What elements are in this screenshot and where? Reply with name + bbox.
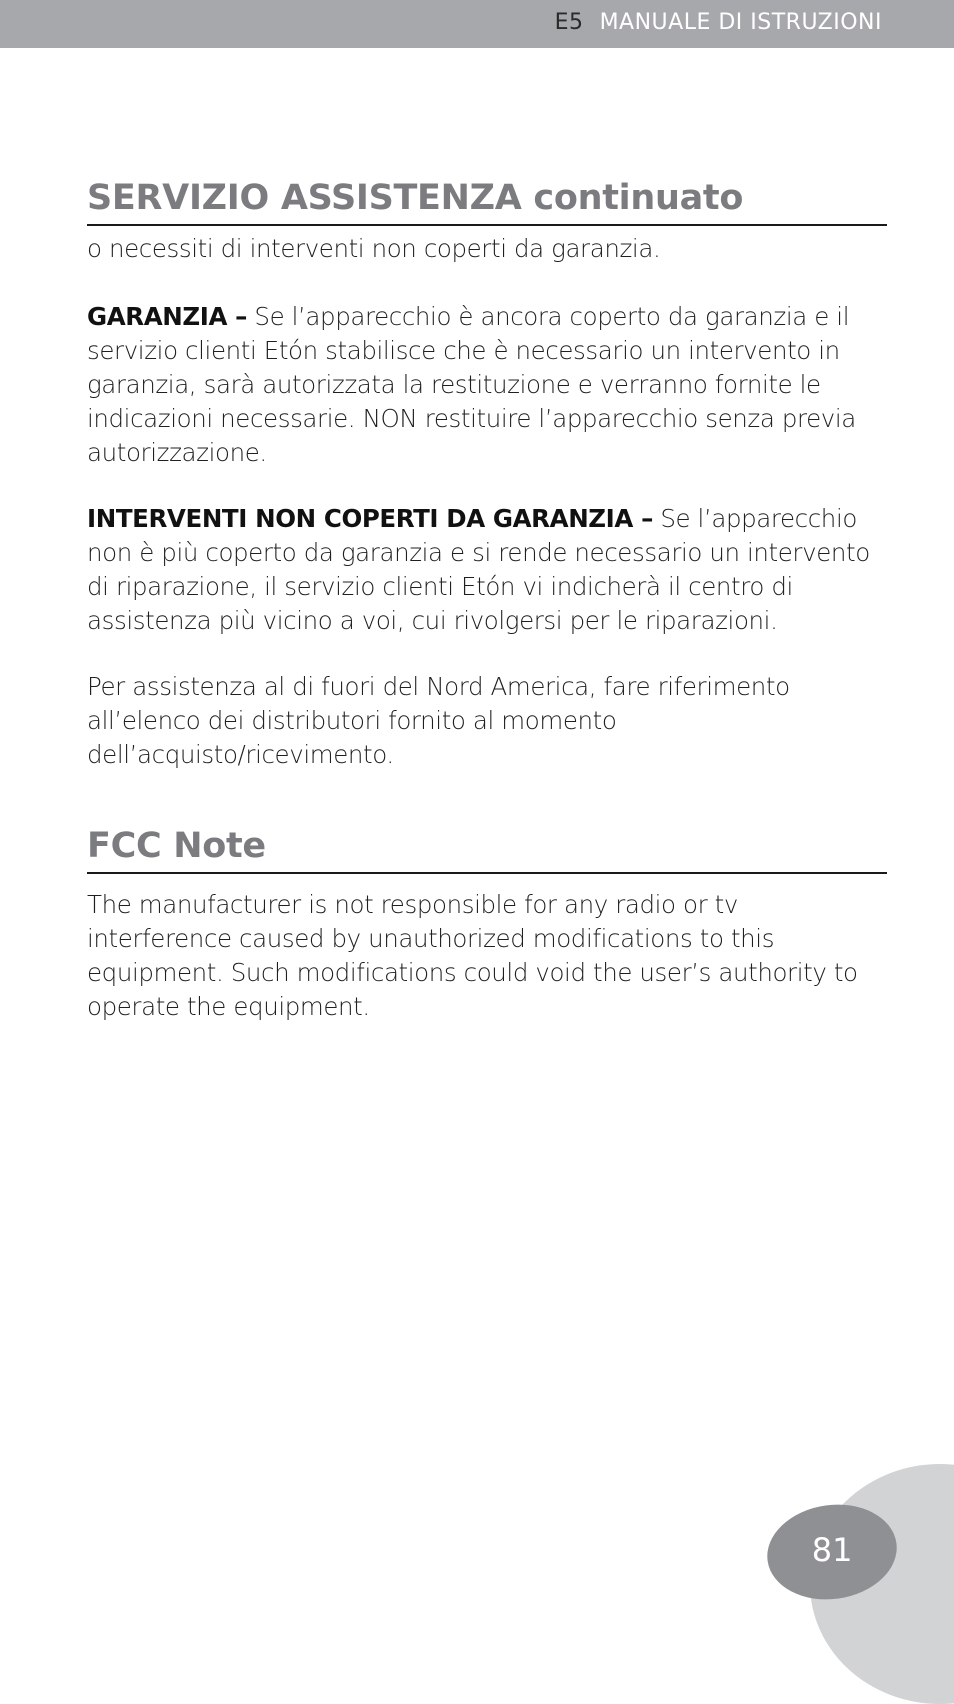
header-bar	[0, 0, 954, 48]
warranty-lead: GARANZIA –	[87, 302, 248, 331]
international-paragraph: Per assistenza al di fuori del Nord America, fare riferimento all’elenco dei distributori fornito al momento dell’acquisto/ricevimento.	[87, 672, 790, 769]
nonwarranty-lead: INTERVENTI NON COPERTI DA GARANZIA –	[87, 504, 653, 533]
section-heading-fcc: FCC Note	[87, 826, 887, 874]
header-model: E5	[554, 10, 584, 35]
running-header	[555, 10, 882, 35]
section-heading-assistenza: SERVIZIO ASSISTENZA continuato	[87, 178, 887, 226]
warranty-paragraph	[87, 300, 887, 470]
fcc-paragraph: The manufacturer is not responsible for any radio or tv interference caused by unauthorized modifications to this equipment. Such modifications could void the user’s authority to operate the equipment.	[87, 890, 858, 1021]
warranty-text: Se l’apparecchio è ancora coperto da garanzia e il servizio clienti Etón stabilisce che è necessario un intervento in garanzia, sarà autorizzata la restituzione e verranno fornite le indicazioni necessarie. NON restituire l’apparecchio senza previa autorizzazione.	[87, 302, 856, 467]
header-title: MANUALE DI ISTRUZIONI	[599, 10, 882, 35]
nonwarranty-paragraph	[87, 502, 887, 638]
intro-paragraph: o necessiti di interventi non coperti da garanzia.	[87, 234, 661, 263]
nonwarranty-text: Se l’apparecchio non è più coperto da garanzia e si rende necessario un intervento di riparazione, il servizio clienti Etón vi indicherà il centro di assistenza più vicino a voi, cui rivolgersi per le riparazioni.	[87, 504, 870, 635]
page-number: 81	[811, 1531, 853, 1570]
page-content	[87, 178, 887, 1024]
